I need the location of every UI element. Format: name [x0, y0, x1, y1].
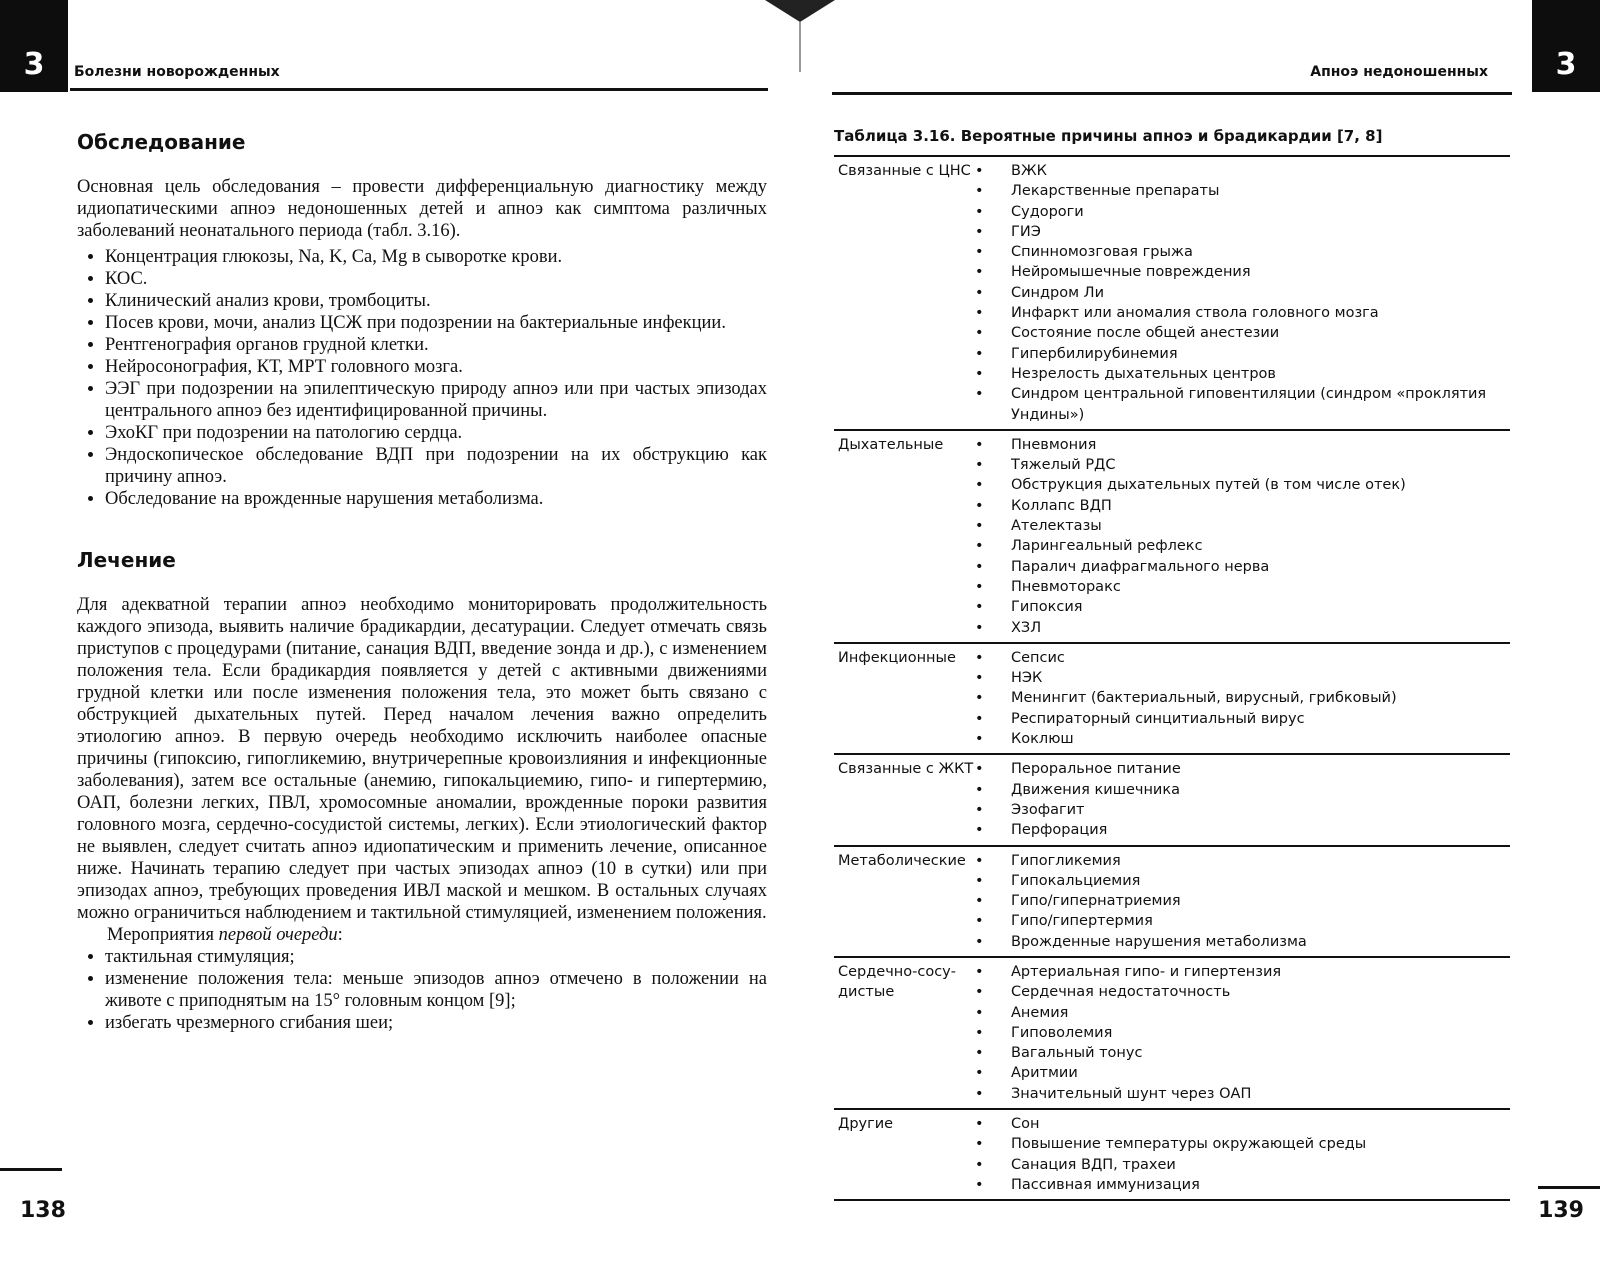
list-item: • Сердечная недостаточность: [993, 982, 1510, 1002]
list-item: • Респираторный синцитиальный вирус: [993, 709, 1510, 729]
page-number-right: 139: [1538, 1198, 1584, 1223]
list-item: • Обследование на врожденные нарушения метаболизма.: [105, 488, 767, 510]
list-item: • Рентгенография органов грудной клетки.: [105, 334, 767, 356]
list-item: • ЭхоКГ при подозрении на патологию сердца.: [105, 422, 767, 444]
list-item: • Клинический анализ крови, тромбоциты.: [105, 290, 767, 312]
list-item: • Концентрация глюкозы, Na, K, Ca, Mg в сыворотке крови.: [105, 246, 767, 268]
header-rule-left: [70, 88, 768, 91]
table-caption: Таблица 3.16. Вероятные причины апноэ и брадикардии [7, 8]: [834, 127, 1383, 145]
chapter-tab-left: 3: [0, 0, 68, 92]
treatment-list: [77, 946, 767, 1034]
list-item: • Посев крови, мочи, анализ ЦСЖ при подозрении на бактериальные инфекции.: [105, 312, 767, 334]
list-item: • Обструкция дыхательных путей (в том числе отек): [993, 475, 1510, 495]
running-head-right: Апноэ недоношенных: [1310, 64, 1488, 80]
list-item: • Состояние после общей анестезии: [993, 323, 1510, 343]
list-item: • Гипербилирубинемия: [993, 344, 1510, 364]
table-row: [834, 957, 1510, 1109]
cause-category: Дыхательные: [838, 436, 944, 453]
chapter-tab-right: 3: [1532, 0, 1600, 92]
list-item: • НЭК: [993, 668, 1510, 688]
list-item: • Сепсис: [993, 648, 1510, 668]
section-heading-examination: Обследование: [77, 130, 246, 154]
list-item: • ЭЭГ при подозрении на эпилептическую природу апноэ или при частых эпизодах центрального апноэ без идентифицированной причины.: [105, 378, 767, 422]
table-row: [834, 430, 1510, 643]
cause-items: [993, 1109, 1510, 1200]
section-heading-treatment: Лечение: [77, 548, 176, 572]
list-item: • Эзофагит: [993, 800, 1510, 820]
footer-rule-left: [0, 1168, 62, 1171]
list-item: • Гипо/гипертермия: [993, 911, 1510, 931]
list-item: • Пневмоторакс: [993, 577, 1510, 597]
list-item: • Вагальный тонус: [993, 1043, 1510, 1063]
cause-items: [993, 643, 1510, 754]
list-item: • Менингит (бактериальный, вирусный, грибковый): [993, 688, 1510, 708]
list-item: • Гипокальциемия: [993, 871, 1510, 891]
cause-category: Метаболические: [838, 852, 966, 869]
list-item: • Коклюш: [993, 729, 1510, 749]
list-item: • Ларингеальный рефлекс: [993, 536, 1510, 556]
list-item: • Аритмии: [993, 1063, 1510, 1083]
list-item: • тактильная стимуляция;: [105, 946, 767, 968]
list-item: • изменение положения тела: меньше эпизодов апноэ отмечено в положении на животе с приподнятым на 15° головным концом [9];: [105, 968, 767, 1012]
list-item: • Незрелость дыхательных центров: [993, 364, 1510, 384]
list-item: • Синдром Ли: [993, 283, 1510, 303]
first-line-measures: Мероприятия первой очереди:: [107, 925, 343, 945]
left-page-body: [77, 120, 767, 1034]
table-row: [834, 846, 1510, 957]
list-item: • КОС.: [105, 268, 767, 290]
list-item: • Гипогликемия: [993, 851, 1510, 871]
list-item: • Пневмония: [993, 435, 1510, 455]
spine-ornament: [765, 0, 835, 80]
list-item: • Врожденные нарушения метаболизма: [993, 932, 1510, 952]
list-item: • Санация ВДП, трахеи: [993, 1155, 1510, 1175]
list-item: • Спинномозговая грыжа: [993, 242, 1510, 262]
list-item: • избегать чрезмерного сгибания шеи;: [105, 1012, 767, 1034]
treatment-paragraph: Для адекватной терапии апноэ необходимо мониторировать продолжительность каждого эпизода, выявить наличие брадикардии, десатурации. Следует отмечать связь приступов с процедурами (питание, санация ВДП, введение зонда и др.), с изменением положения тела. Если брадикардия появляется у детей с активными движениями грудной клетки или после изменения положения тела, это может быть связано с обструкцией дыхательных путей. Перед началом лечения важно определить этиологию апноэ. В первую очередь необходимо исключить наиболее опасные причины (гипоксию, гипогликемию, внутричерепные кровоизлияния и инфекционные заболевания), затем все остальные (анемию, гипокальциемию, гипо- и гипертермию, ОАП, болезни легких, ПВЛ, хромосомные аномалии, врожденные пороки развития головного мозга, сердечно-сосудистой системы, легких). Если этиологический фактор не выявлен, следует считать апноэ идиопатическим и применить лечение, описанное ниже. Начинать терапию следует при частых эпизодах апноэ (10 в сутки) или при эпизодах апноэ, требующих проведения ИВЛ маской и мешком. В остальных случаях можно ограничиться наблюдением и тактильной стимуляцией, изменением положения.: [77, 595, 767, 923]
list-item: • Коллапс ВДП: [993, 496, 1510, 516]
list-item: • Движения кишечника: [993, 780, 1510, 800]
table-row: [834, 1109, 1510, 1200]
cause-items: [993, 156, 1510, 430]
examination-intro: Основная цель обследования – провести дифференциальную диагностику между идиопатическими апноэ недоношенных детей и апноэ как симптома различных заболеваний неонатального периода (табл. 3.16).: [77, 177, 767, 241]
cause-category: Сердечно-сосу-дистые: [838, 963, 956, 1001]
causes-table: [834, 155, 1510, 1201]
cause-category: Связанные с ЖКТ: [838, 761, 974, 778]
list-item: • Судороги: [993, 202, 1510, 222]
list-item: • Инфаркт или аномалия ствола головного мозга: [993, 303, 1510, 323]
list-item: • Эндоскопическое обследование ВДП при подозрении на их обструкцию как причину апноэ.: [105, 444, 767, 488]
list-item: • Нейросонография, КТ, МРТ головного мозга.: [105, 356, 767, 378]
list-item: • Синдром центральной гиповентиляции (синдром «проклятия Ундины»): [993, 384, 1510, 425]
list-item: • Артериальная гипо- и гипертензия: [993, 962, 1510, 982]
cause-items: [993, 957, 1510, 1109]
list-item: • Сон: [993, 1114, 1510, 1134]
header-rule-right: [832, 92, 1512, 95]
list-item: • Значительный шунт через ОАП: [993, 1084, 1510, 1104]
list-item: • Гипоксия: [993, 597, 1510, 617]
table-row: [834, 643, 1510, 754]
cause-category: Другие: [838, 1116, 894, 1133]
table-row: [834, 754, 1510, 845]
list-item: • Нейромышечные повреждения: [993, 262, 1510, 282]
list-item: • Паралич диафрагмального нерва: [993, 557, 1510, 577]
list-item: • Гипо/гипернатриемия: [993, 891, 1510, 911]
list-item: • Тяжелый РДС: [993, 455, 1510, 475]
list-item: • ВЖК: [993, 161, 1510, 181]
footer-rule-right: [1538, 1186, 1600, 1189]
list-item: • Анемия: [993, 1003, 1510, 1023]
list-item: • ХЗЛ: [993, 618, 1510, 638]
examination-list: [77, 246, 767, 510]
list-item: • Пероральное питание: [993, 759, 1510, 779]
running-head-left: Болезни новорожденных: [74, 64, 280, 80]
cause-category: Связанные с ЦНС: [838, 163, 971, 179]
cause-items: [993, 846, 1510, 957]
list-item: • Перфорация: [993, 820, 1510, 840]
cause-items: [993, 754, 1510, 845]
list-item: • Повышение температуры окружающей среды: [993, 1134, 1510, 1154]
right-page-body: [834, 127, 1510, 1201]
list-item: • Лекарственные препараты: [993, 181, 1510, 201]
list-item: • Пассивная иммунизация: [993, 1175, 1510, 1195]
cause-items: [993, 430, 1510, 643]
list-item: • Ателектазы: [993, 516, 1510, 536]
list-item: • ГИЭ: [993, 222, 1510, 242]
list-item: • Гиповолемия: [993, 1023, 1510, 1043]
page-number-left: 138: [20, 1198, 66, 1223]
cause-category: Инфекционные: [838, 649, 956, 666]
table-row: [834, 156, 1510, 430]
